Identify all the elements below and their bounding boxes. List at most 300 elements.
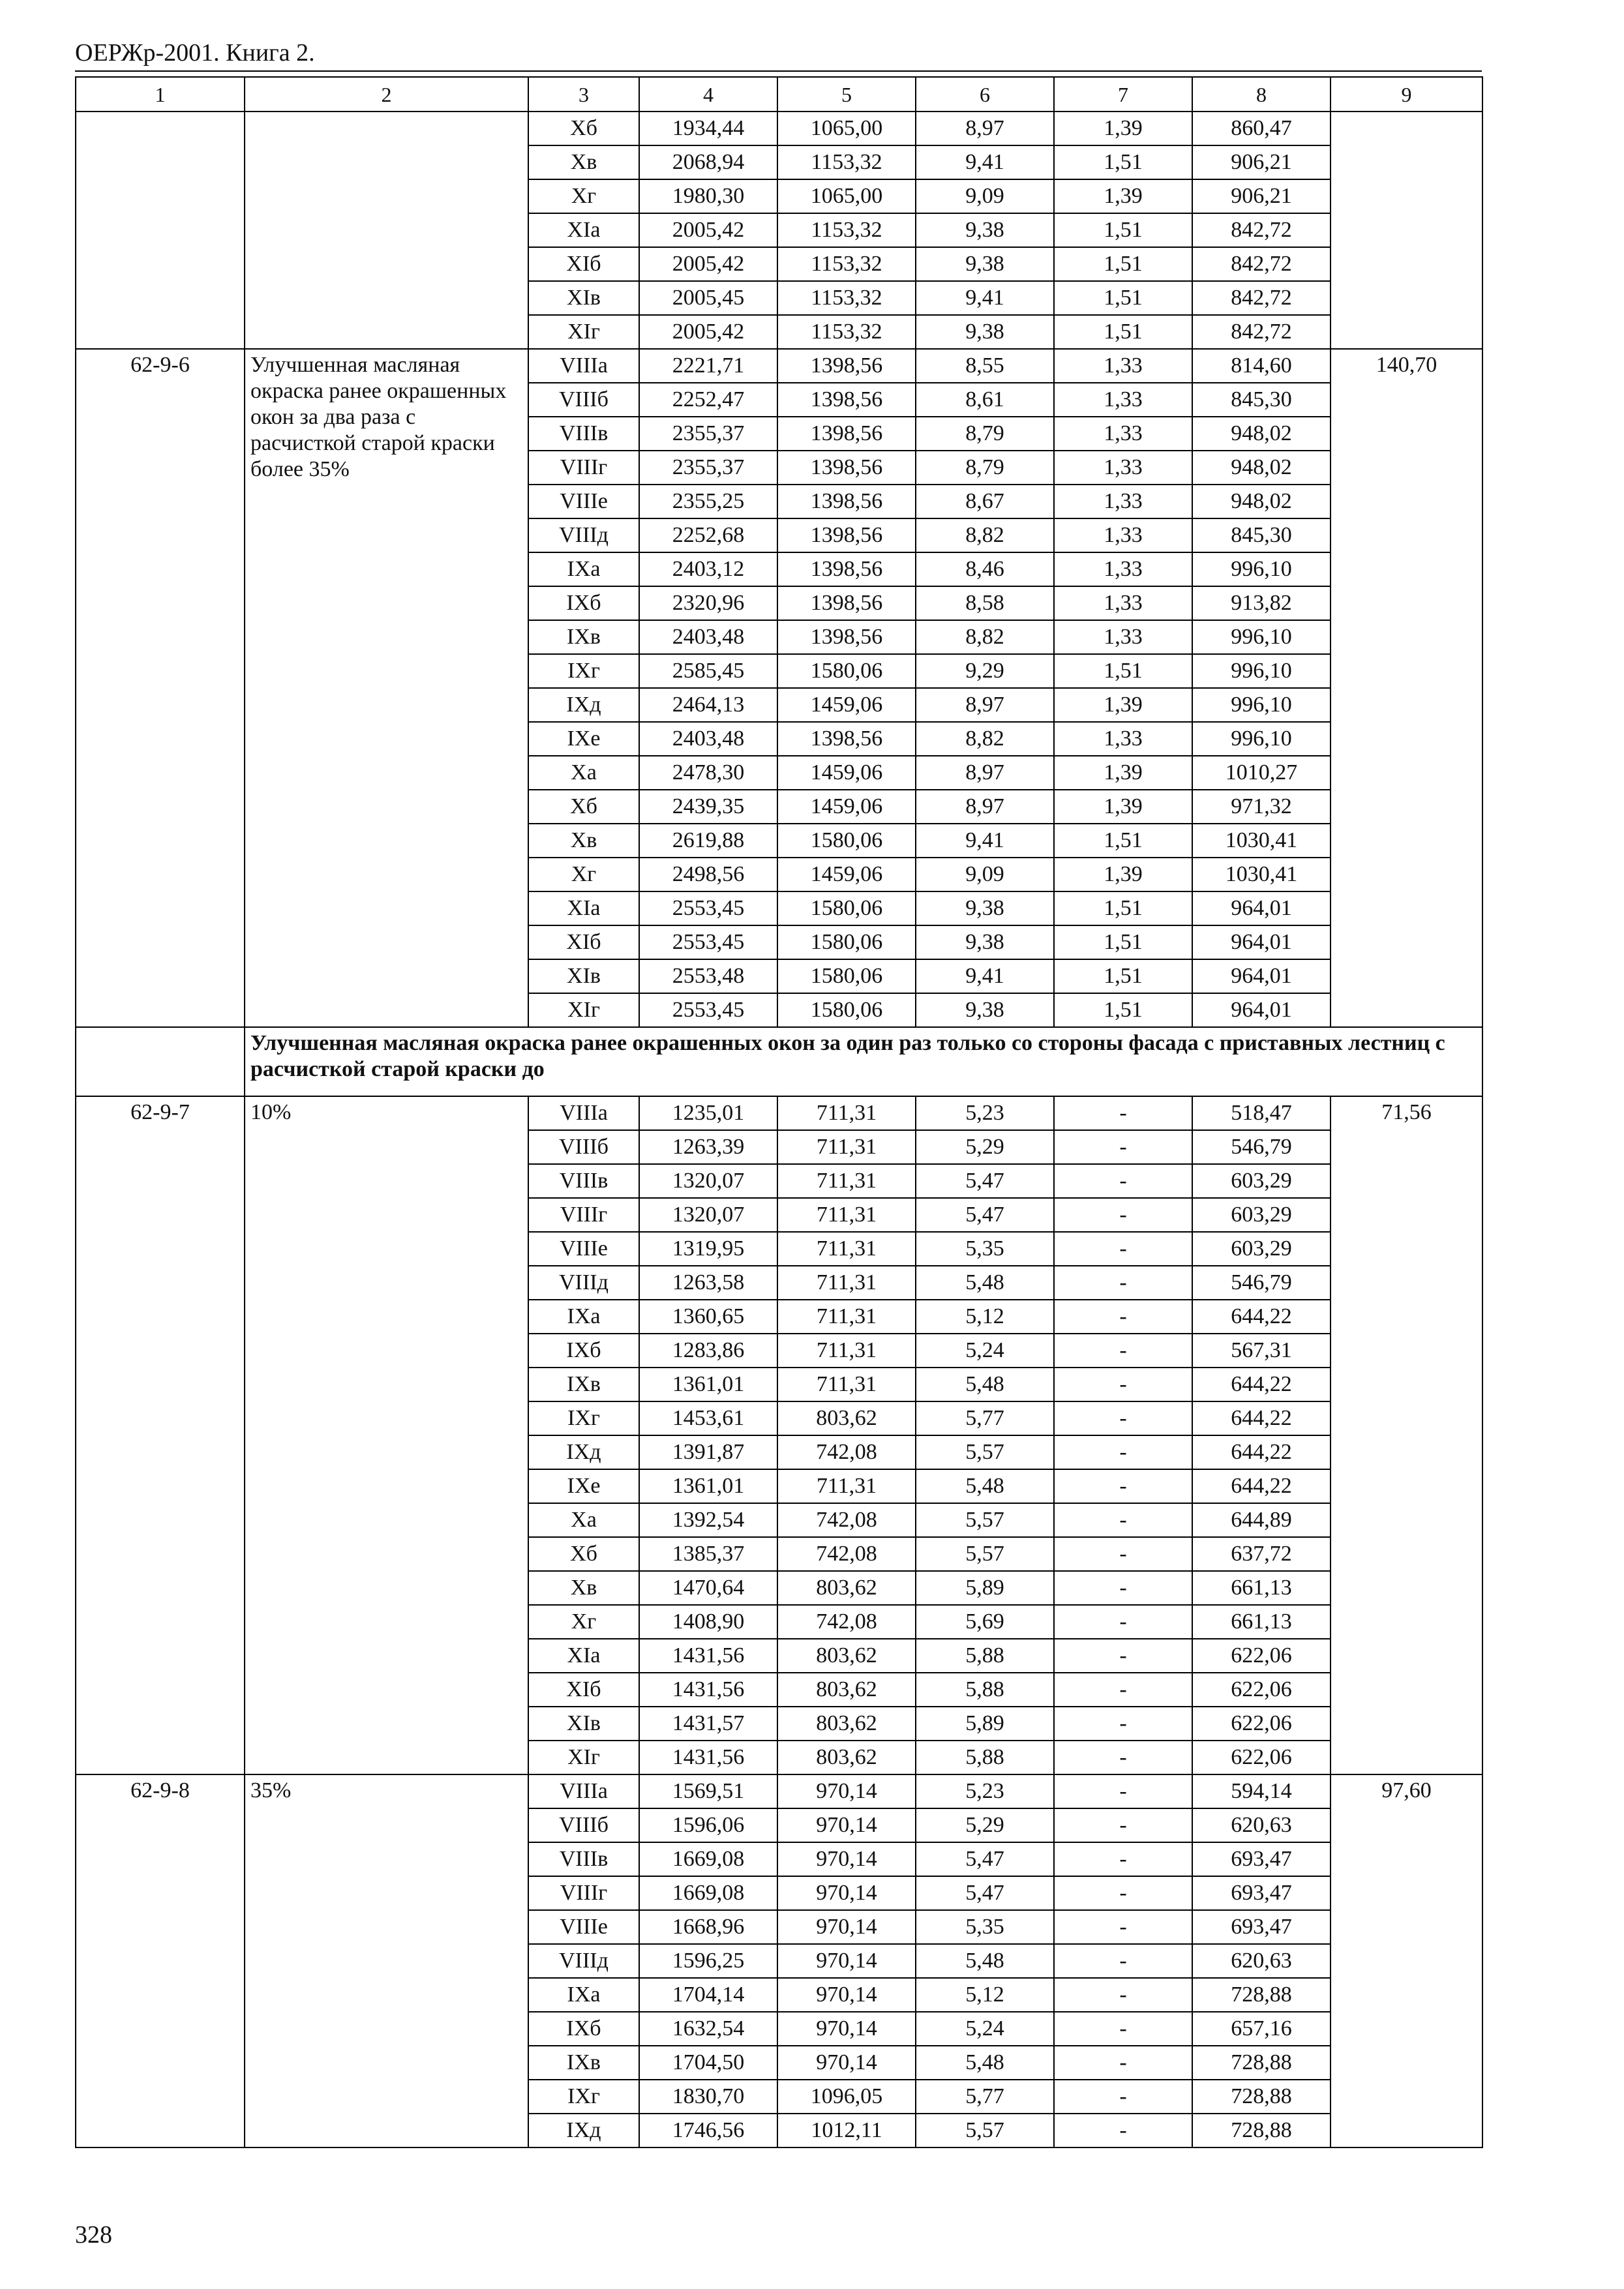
page-header-title: ОЕРЖр-2001. Книга 2.	[75, 39, 315, 67]
wages-cell: 1398,56	[777, 485, 916, 518]
wages-cell: 1580,06	[777, 993, 916, 1027]
labor-cell: 5,89	[916, 1707, 1054, 1741]
wages-cell: 970,14	[777, 1774, 916, 1808]
zone-cell: IXа	[528, 552, 639, 586]
machinist-cell: -	[1054, 1401, 1192, 1435]
machinist-cell: -	[1054, 2080, 1192, 2114]
materials-cell: 657,16	[1192, 2012, 1331, 2046]
machinist-cell: 1,33	[1054, 485, 1192, 518]
direct-cost-cell: 1669,08	[639, 1842, 777, 1876]
labor-cell: 5,23	[916, 1096, 1054, 1130]
zone-cell: Xб	[528, 790, 639, 824]
materials-cell: 644,22	[1192, 1368, 1331, 1401]
wages-cell: 1580,06	[777, 891, 916, 925]
machinist-cell: -	[1054, 1164, 1192, 1198]
materials-cell: 603,29	[1192, 1232, 1331, 1266]
direct-cost-cell: 1361,01	[639, 1469, 777, 1503]
machinist-cell: 1,51	[1054, 959, 1192, 993]
labor-cell: 5,48	[916, 1944, 1054, 1978]
section-spacer-cell	[76, 1027, 245, 1096]
zone-cell: XIа	[528, 1639, 639, 1673]
machinist-cell: 1,33	[1054, 451, 1192, 485]
machinist-cell: -	[1054, 1368, 1192, 1401]
column-number-row	[76, 77, 1482, 112]
direct-cost-cell: 1391,87	[639, 1435, 777, 1469]
materials-cell: 637,72	[1192, 1537, 1331, 1571]
header-rule	[75, 70, 1482, 72]
direct-cost-cell: 1263,58	[639, 1266, 777, 1300]
zone-cell: IXв	[528, 2046, 639, 2080]
direct-cost-cell: 2005,42	[639, 315, 777, 349]
wages-cell: 1153,32	[777, 315, 916, 349]
labor-cell: 8,67	[916, 485, 1054, 518]
direct-cost-cell: 1668,96	[639, 1910, 777, 1944]
wages-cell: 1153,32	[777, 145, 916, 179]
machinist-cell: 1,33	[1054, 417, 1192, 451]
machinist-cell: 1,33	[1054, 518, 1192, 552]
machinist-cell: -	[1054, 2012, 1192, 2046]
labor-cell: 5,88	[916, 1741, 1054, 1774]
direct-cost-cell: 1235,01	[639, 1096, 777, 1130]
machinist-cell: -	[1054, 1266, 1192, 1300]
direct-cost-cell: 1320,07	[639, 1198, 777, 1232]
zone-cell: XIв	[528, 959, 639, 993]
materials-cell: 842,72	[1192, 213, 1331, 247]
materials-cell: 661,13	[1192, 1605, 1331, 1639]
wages-cell: 1398,56	[777, 349, 916, 383]
section-heading-row	[76, 1027, 1482, 1096]
labor-cell: 8,46	[916, 552, 1054, 586]
labor-cell: 8,79	[916, 417, 1054, 451]
machinist-cell: -	[1054, 1571, 1192, 1605]
machinist-cell: 1,33	[1054, 552, 1192, 586]
direct-cost-cell: 2355,37	[639, 417, 777, 451]
materials-cell: 603,29	[1192, 1198, 1331, 1232]
machinist-cell: -	[1054, 1096, 1192, 1130]
machinist-cell: 1,51	[1054, 315, 1192, 349]
labor-cell: 9,41	[916, 824, 1054, 858]
machinist-cell: -	[1054, 1774, 1192, 1808]
labor-cell: 8,58	[916, 586, 1054, 620]
direct-cost-cell: 2252,68	[639, 518, 777, 552]
zone-cell: Xб	[528, 1537, 639, 1571]
labor-cell: 5,12	[916, 1978, 1054, 2012]
wages-cell: 803,62	[777, 1639, 916, 1673]
labor-cell: 5,88	[916, 1639, 1054, 1673]
column-number: 1	[76, 77, 245, 112]
labor-cell: 9,38	[916, 213, 1054, 247]
materials-cell: 906,21	[1192, 145, 1331, 179]
wages-cell: 803,62	[777, 1707, 916, 1741]
labor-cell: 5,48	[916, 1469, 1054, 1503]
machinist-cell: 1,51	[1054, 145, 1192, 179]
zone-cell: IXг	[528, 1401, 639, 1435]
rate-col9-value: 97,60	[1331, 1774, 1482, 2147]
materials-cell: 693,47	[1192, 1876, 1331, 1910]
materials-cell: 913,82	[1192, 586, 1331, 620]
materials-cell: 546,79	[1192, 1266, 1331, 1300]
machinist-cell: -	[1054, 1876, 1192, 1910]
materials-cell: 518,47	[1192, 1096, 1331, 1130]
direct-cost-cell: 1263,39	[639, 1130, 777, 1164]
materials-cell: 620,63	[1192, 1944, 1331, 1978]
materials-cell: 622,06	[1192, 1639, 1331, 1673]
zone-cell: Xг	[528, 179, 639, 213]
machinist-cell: 1,39	[1054, 858, 1192, 891]
machinist-cell: -	[1054, 1537, 1192, 1571]
direct-cost-cell: 1431,57	[639, 1707, 777, 1741]
zone-cell: XIг	[528, 315, 639, 349]
wages-cell: 711,31	[777, 1164, 916, 1198]
column-number: 8	[1192, 77, 1331, 112]
direct-cost-cell: 2005,42	[639, 247, 777, 281]
zone-cell: VIIIа	[528, 1096, 639, 1130]
labor-cell: 5,29	[916, 1808, 1054, 1842]
labor-cell: 5,57	[916, 1435, 1054, 1469]
zone-cell: Xг	[528, 1605, 639, 1639]
materials-cell: 964,01	[1192, 891, 1331, 925]
labor-cell: 5,29	[916, 1130, 1054, 1164]
materials-cell: 964,01	[1192, 959, 1331, 993]
zone-cell: XIб	[528, 925, 639, 959]
zone-cell: Xа	[528, 1503, 639, 1537]
machinist-cell: -	[1054, 1944, 1192, 1978]
machinist-cell: 1,33	[1054, 620, 1192, 654]
direct-cost-cell: 1319,95	[639, 1232, 777, 1266]
zone-cell: IXг	[528, 2080, 639, 2114]
zone-cell: VIIIа	[528, 349, 639, 383]
machinist-cell: 1,39	[1054, 790, 1192, 824]
wages-cell: 711,31	[777, 1130, 916, 1164]
direct-cost-cell: 2320,96	[639, 586, 777, 620]
direct-cost-cell: 2619,88	[639, 824, 777, 858]
wages-cell: 1580,06	[777, 824, 916, 858]
labor-cell: 5,57	[916, 1537, 1054, 1571]
direct-cost-cell: 2403,12	[639, 552, 777, 586]
labor-cell: 8,82	[916, 620, 1054, 654]
direct-cost-cell: 2439,35	[639, 790, 777, 824]
wages-cell: 1398,56	[777, 383, 916, 417]
materials-cell: 845,30	[1192, 383, 1331, 417]
wages-cell: 1580,06	[777, 925, 916, 959]
wages-cell: 1398,56	[777, 586, 916, 620]
materials-cell: 842,72	[1192, 247, 1331, 281]
wages-cell: 1459,06	[777, 756, 916, 790]
zone-cell: XIб	[528, 247, 639, 281]
zone-cell: VIIIг	[528, 451, 639, 485]
materials-cell: 906,21	[1192, 179, 1331, 213]
zone-cell: VIIIг	[528, 1876, 639, 1910]
labor-cell: 5,23	[916, 1774, 1054, 1808]
zone-cell: IXг	[528, 654, 639, 688]
materials-cell: 996,10	[1192, 654, 1331, 688]
wages-cell: 742,08	[777, 1537, 916, 1571]
direct-cost-cell: 1596,25	[639, 1944, 777, 1978]
labor-cell: 5,47	[916, 1164, 1054, 1198]
machinist-cell: -	[1054, 1198, 1192, 1232]
labor-cell: 5,48	[916, 2046, 1054, 2080]
direct-cost-cell: 2005,45	[639, 281, 777, 315]
materials-cell: 644,22	[1192, 1469, 1331, 1503]
wages-cell: 711,31	[777, 1232, 916, 1266]
direct-cost-cell: 1980,30	[639, 179, 777, 213]
direct-cost-cell: 2252,47	[639, 383, 777, 417]
wages-cell: 1459,06	[777, 688, 916, 722]
direct-cost-cell: 2068,94	[639, 145, 777, 179]
materials-cell: 622,06	[1192, 1707, 1331, 1741]
labor-cell: 9,41	[916, 281, 1054, 315]
zone-cell: IXе	[528, 1469, 639, 1503]
labor-cell: 9,09	[916, 179, 1054, 213]
labor-cell: 5,35	[916, 1910, 1054, 1944]
machinist-cell: -	[1054, 1334, 1192, 1368]
zone-cell: VIIIе	[528, 1232, 639, 1266]
rate-col9-value	[1331, 112, 1482, 349]
machinist-cell: 1,33	[1054, 349, 1192, 383]
wages-cell: 970,14	[777, 1910, 916, 1944]
materials-cell: 644,22	[1192, 1401, 1331, 1435]
zone-cell: XIв	[528, 281, 639, 315]
zone-cell: Xб	[528, 112, 639, 145]
direct-cost-cell: 1320,07	[639, 1164, 777, 1198]
wages-cell: 970,14	[777, 1978, 916, 2012]
wages-cell: 1096,05	[777, 2080, 916, 2114]
labor-cell: 5,47	[916, 1842, 1054, 1876]
wages-cell: 1153,32	[777, 213, 916, 247]
materials-cell: 948,02	[1192, 417, 1331, 451]
labor-cell: 8,97	[916, 688, 1054, 722]
wages-cell: 970,14	[777, 1842, 916, 1876]
zone-cell: IXб	[528, 586, 639, 620]
direct-cost-cell: 2355,25	[639, 485, 777, 518]
wages-cell: 742,08	[777, 1503, 916, 1537]
wages-cell: 1398,56	[777, 620, 916, 654]
rate-code: 62-9-7	[76, 1096, 245, 1774]
direct-cost-cell: 1704,14	[639, 1978, 777, 2012]
labor-cell: 8,55	[916, 349, 1054, 383]
materials-cell: 996,10	[1192, 552, 1331, 586]
labor-cell: 8,61	[916, 383, 1054, 417]
machinist-cell: 1,33	[1054, 383, 1192, 417]
zone-cell: XIа	[528, 891, 639, 925]
rate-col9-value: 71,56	[1331, 1096, 1482, 1774]
direct-cost-cell: 2553,45	[639, 993, 777, 1027]
rate-description: 10%	[245, 1096, 528, 1774]
direct-cost-cell: 1385,37	[639, 1537, 777, 1571]
labor-cell: 9,38	[916, 925, 1054, 959]
direct-cost-cell: 2464,13	[639, 688, 777, 722]
machinist-cell: 1,51	[1054, 824, 1192, 858]
wages-cell: 711,31	[777, 1368, 916, 1401]
wages-cell: 1065,00	[777, 179, 916, 213]
direct-cost-cell: 1704,50	[639, 2046, 777, 2080]
zone-cell: VIIIб	[528, 1808, 639, 1842]
labor-cell: 9,38	[916, 315, 1054, 349]
zone-cell: IXд	[528, 2114, 639, 2147]
machinist-cell: 1,39	[1054, 179, 1192, 213]
materials-cell: 644,22	[1192, 1300, 1331, 1334]
labor-cell: 5,48	[916, 1368, 1054, 1401]
zone-cell: IXе	[528, 722, 639, 756]
labor-cell: 5,77	[916, 2080, 1054, 2114]
zone-cell: VIIIб	[528, 383, 639, 417]
wages-cell: 803,62	[777, 1673, 916, 1707]
machinist-cell: -	[1054, 1300, 1192, 1334]
table-body	[76, 77, 1482, 2147]
materials-cell: 1030,41	[1192, 858, 1331, 891]
machinist-cell: -	[1054, 1469, 1192, 1503]
direct-cost-cell: 2553,45	[639, 891, 777, 925]
direct-cost-cell: 2403,48	[639, 722, 777, 756]
direct-cost-cell: 1569,51	[639, 1774, 777, 1808]
zone-cell: VIIIд	[528, 1266, 639, 1300]
zone-cell: VIIIд	[528, 1944, 639, 1978]
machinist-cell: 1,33	[1054, 722, 1192, 756]
zone-cell: VIIIе	[528, 1910, 639, 1944]
labor-cell: 8,79	[916, 451, 1054, 485]
labor-cell: 5,57	[916, 2114, 1054, 2147]
rate-code	[76, 112, 245, 349]
direct-cost-cell: 1453,61	[639, 1401, 777, 1435]
materials-cell: 948,02	[1192, 485, 1331, 518]
direct-cost-cell: 1360,65	[639, 1300, 777, 1334]
machinist-cell: -	[1054, 1978, 1192, 2012]
machinist-cell: -	[1054, 1232, 1192, 1266]
wages-cell: 803,62	[777, 1401, 916, 1435]
direct-cost-cell: 2553,48	[639, 959, 777, 993]
machinist-cell: 1,51	[1054, 281, 1192, 315]
direct-cost-cell: 2478,30	[639, 756, 777, 790]
wages-cell: 711,31	[777, 1096, 916, 1130]
zone-cell: IXа	[528, 1978, 639, 2012]
wages-cell: 1398,56	[777, 552, 916, 586]
direct-cost-cell: 1431,56	[639, 1639, 777, 1673]
labor-cell: 9,41	[916, 959, 1054, 993]
machinist-cell: 1,51	[1054, 925, 1192, 959]
zone-cell: Xв	[528, 824, 639, 858]
materials-cell: 622,06	[1192, 1673, 1331, 1707]
zone-cell: VIIIб	[528, 1130, 639, 1164]
direct-cost-cell: 2403,48	[639, 620, 777, 654]
machinist-cell: -	[1054, 2046, 1192, 2080]
direct-cost-cell: 1934,44	[639, 112, 777, 145]
labor-cell: 5,48	[916, 1266, 1054, 1300]
rate-description: 35%	[245, 1774, 528, 2147]
zone-cell: IXв	[528, 620, 639, 654]
wages-cell: 1580,06	[777, 959, 916, 993]
direct-cost-cell: 2585,45	[639, 654, 777, 688]
labor-cell: 8,97	[916, 112, 1054, 145]
materials-cell: 1030,41	[1192, 824, 1331, 858]
wages-cell: 970,14	[777, 2012, 916, 2046]
section-heading: Улучшенная масляная окраска ранее окрашенных окон за один раз только со стороны фасада с приставных лестниц с расчисткой старой краски до	[245, 1027, 1482, 1096]
machinist-cell: 1,39	[1054, 688, 1192, 722]
zone-cell: XIг	[528, 993, 639, 1027]
labor-cell: 5,47	[916, 1198, 1054, 1232]
materials-cell: 728,88	[1192, 2114, 1331, 2147]
wages-cell: 803,62	[777, 1741, 916, 1774]
wages-cell: 711,31	[777, 1469, 916, 1503]
wages-cell: 970,14	[777, 1876, 916, 1910]
table-row	[76, 1774, 1482, 1808]
materials-cell: 567,31	[1192, 1334, 1331, 1368]
zone-cell: IXд	[528, 688, 639, 722]
zone-cell: VIIIв	[528, 1164, 639, 1198]
zone-cell: IXа	[528, 1300, 639, 1334]
wages-cell: 1398,56	[777, 722, 916, 756]
machinist-cell: -	[1054, 1741, 1192, 1774]
direct-cost-cell: 1669,08	[639, 1876, 777, 1910]
materials-cell: 964,01	[1192, 993, 1331, 1027]
machinist-cell: -	[1054, 1503, 1192, 1537]
direct-cost-cell: 1596,06	[639, 1808, 777, 1842]
table-row	[76, 112, 1482, 145]
machinist-cell: -	[1054, 1605, 1192, 1639]
wages-cell: 711,31	[777, 1300, 916, 1334]
wages-cell: 1153,32	[777, 247, 916, 281]
wages-cell: 970,14	[777, 1808, 916, 1842]
zone-cell: XIа	[528, 213, 639, 247]
zone-cell: XIг	[528, 1741, 639, 1774]
labor-cell: 5,57	[916, 1503, 1054, 1537]
table-row	[76, 1096, 1482, 1130]
direct-cost-cell: 1361,01	[639, 1368, 777, 1401]
materials-cell: 728,88	[1192, 2080, 1331, 2114]
machinist-cell: 1,51	[1054, 891, 1192, 925]
direct-cost-cell: 2498,56	[639, 858, 777, 891]
direct-cost-cell: 1746,56	[639, 2114, 777, 2147]
column-number: 6	[916, 77, 1054, 112]
zone-cell: Xв	[528, 145, 639, 179]
direct-cost-cell: 2221,71	[639, 349, 777, 383]
wages-cell: 1398,56	[777, 451, 916, 485]
labor-cell: 9,38	[916, 993, 1054, 1027]
wages-cell: 1012,11	[777, 2114, 916, 2147]
rate-description	[245, 112, 528, 349]
column-number: 2	[245, 77, 528, 112]
direct-cost-cell: 1431,56	[639, 1741, 777, 1774]
wages-cell: 1580,06	[777, 654, 916, 688]
wages-cell: 711,31	[777, 1334, 916, 1368]
machinist-cell: -	[1054, 1707, 1192, 1741]
zone-cell: VIIIв	[528, 417, 639, 451]
machinist-cell: -	[1054, 1435, 1192, 1469]
materials-cell: 603,29	[1192, 1164, 1331, 1198]
zone-cell: VIIIа	[528, 1774, 639, 1808]
direct-cost-cell: 1830,70	[639, 2080, 777, 2114]
materials-cell: 728,88	[1192, 1978, 1331, 2012]
machinist-cell: 1,51	[1054, 213, 1192, 247]
materials-cell: 860,47	[1192, 112, 1331, 145]
wages-cell: 711,31	[777, 1198, 916, 1232]
machinist-cell: 1,51	[1054, 654, 1192, 688]
materials-cell: 546,79	[1192, 1130, 1331, 1164]
column-number: 9	[1331, 77, 1482, 112]
zone-cell: VIIIд	[528, 518, 639, 552]
materials-cell: 661,13	[1192, 1571, 1331, 1605]
direct-cost-cell: 1408,90	[639, 1605, 777, 1639]
labor-cell: 8,97	[916, 756, 1054, 790]
direct-cost-cell: 1283,86	[639, 1334, 777, 1368]
labor-cell: 5,24	[916, 2012, 1054, 2046]
zone-cell: IXд	[528, 1435, 639, 1469]
wages-cell: 1065,00	[777, 112, 916, 145]
wages-cell: 742,08	[777, 1605, 916, 1639]
direct-cost-cell: 1392,54	[639, 1503, 777, 1537]
labor-cell: 9,09	[916, 858, 1054, 891]
machinist-cell: -	[1054, 1639, 1192, 1673]
direct-cost-cell: 1632,54	[639, 2012, 777, 2046]
